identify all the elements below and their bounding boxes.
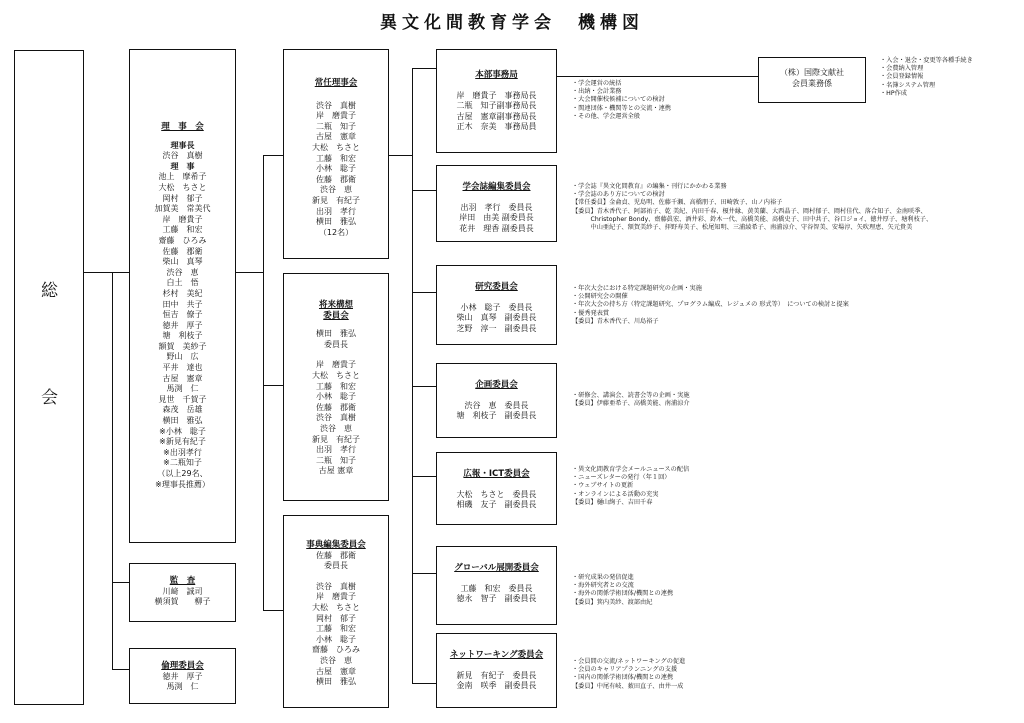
board-member: 徳井 厚子 xyxy=(162,320,203,330)
executive-member: 小林 聡子 xyxy=(316,164,356,174)
future-member: 大松 ちさと xyxy=(312,370,360,380)
committee-notes xyxy=(572,183,932,232)
committee-note: ・年次大会の持ち方（特定課題研究、プログラム編成、レジュメの 形式等） についての検討と提案 xyxy=(572,301,849,309)
executive-member: 横田 雅弘 xyxy=(316,217,356,227)
committee-note: 中山亜紀子、額賀美紗子、拝野寿美子、松尾知明、三浦綾希子、南浦涼介、守谷智美、安場淳、矢吹理恵、矢元貴美 xyxy=(572,224,913,232)
general-assembly-box xyxy=(14,50,84,705)
committee-note: 【委員】青木香代子、川島裕子 xyxy=(572,317,659,325)
encyclopedia-member: 岡村 郁子 xyxy=(316,613,356,623)
committee-note: ・ウェブサイトの更新 xyxy=(572,482,634,490)
future-member: 新見 有紀子 xyxy=(312,434,360,444)
committee-member: 岸 磨貴子 事務局長 xyxy=(456,90,537,100)
board-member: 古屋 憲章 xyxy=(162,373,203,383)
committee-note: ・関連団体・機関等との交流・連携 xyxy=(572,104,671,112)
board-member: 横田 雅弘 xyxy=(162,416,203,426)
committee-notes xyxy=(572,392,690,408)
executive-member: 新見 有紀子 xyxy=(312,195,360,205)
board-member: 森茂 岳雄 xyxy=(162,405,203,415)
ethics-member: 馬渕 仁 xyxy=(166,682,199,692)
board-member: 馬渕 仁 xyxy=(166,384,199,394)
future-member: 岸 磨貴子 xyxy=(316,360,356,370)
outsourcing-note: ・入会・退会・変更等各種手続き xyxy=(880,57,973,64)
future-member: 出羽 孝行 xyxy=(316,445,356,455)
encyclopedia-member-list xyxy=(312,582,360,688)
committee-note: ・年次大会における特定課題研究の企画・実施 xyxy=(572,285,702,292)
board-member: 柴山 真琴 xyxy=(162,257,203,267)
committee-member: 徳永 智子 副委員長 xyxy=(456,594,537,604)
executive-member: 二瓶 知子 xyxy=(316,121,356,131)
committee-member: 大松 ちさと 委員長 xyxy=(456,489,537,499)
committee-heading: ネットワーキング委員会 xyxy=(449,650,544,660)
board-member: 岸 磨貴子 xyxy=(162,214,203,224)
connector xyxy=(236,272,263,273)
connector xyxy=(557,76,758,77)
executive-member: 渋谷 恵 xyxy=(320,185,352,195)
board-member: 野山 広 xyxy=(166,352,199,362)
executive-member: 佐藤 郡衛 xyxy=(316,174,356,184)
committee-member: 新見 有紀子 委員長 xyxy=(456,670,537,680)
committee-member: 正木 奈美 事務局員 xyxy=(456,122,537,132)
committee-heading: 研究委員会 xyxy=(475,282,518,292)
future-member-list xyxy=(312,360,360,477)
future-member: 工藤 和宏 xyxy=(316,381,356,391)
outsourcing-office-box xyxy=(758,57,866,103)
outsourcing-note: ・名簿システム管理 xyxy=(880,81,936,89)
auditor-member: 横須賀 柳子 xyxy=(154,597,211,607)
committee-note: 【委員】中尾有岐、薮田直子、由井一成 xyxy=(572,682,684,690)
committee-notes xyxy=(572,80,671,121)
committee-heading: 広報・ICT委員会 xyxy=(463,469,530,479)
committee-note: ・会員間の交流/ネットワーキングの促進 xyxy=(572,658,686,665)
board-of-directors-box xyxy=(129,49,236,543)
auditor-heading: 監 査 xyxy=(169,576,196,586)
executive-member: （12名） xyxy=(318,227,354,237)
future-heading-1: 将来構想 xyxy=(318,300,353,310)
future-chair-role: 委員長 xyxy=(324,339,348,349)
committee-heading: 本部事務局 xyxy=(475,70,518,80)
committee-box xyxy=(436,49,557,153)
committee-member: 出羽 孝行 委員長 xyxy=(460,202,533,212)
board-member: 恒吉 僚子 xyxy=(162,310,203,320)
encyclopedia-member: 横田 雅弘 xyxy=(316,677,356,687)
board-member: 佐藤 郡衛 xyxy=(162,246,203,256)
chair-title: 理事長 xyxy=(170,140,195,150)
committee-member: 花井 理香 副委員長 xyxy=(459,223,534,233)
outsourcing-note: ・会費納入管理 xyxy=(880,65,924,73)
general-assembly-char-1: 総 xyxy=(41,281,58,301)
future-member: 佐藤 郡衛 xyxy=(316,402,356,412)
committee-member: 柴山 真琴 副委員長 xyxy=(456,313,537,323)
ethics-committee-box xyxy=(129,648,236,704)
committee-note: 【委員】青木香代子、阿部祐子、乾 美紀、内田千春、榎井縁、黄美蘭、大西晶子、岡村郁子、岡村佳代、落合知子、金南咲季、 xyxy=(572,207,927,215)
board-member: ※出羽孝行 xyxy=(163,447,202,457)
committee-heading: 企画委員会 xyxy=(475,380,518,390)
future-chair: 横田 雅弘 xyxy=(316,329,356,339)
committee-box xyxy=(436,452,557,525)
executive-board-heading: 常任理事会 xyxy=(314,78,358,88)
connector xyxy=(263,385,283,386)
board-member: 齋藤 ひろみ xyxy=(158,235,207,245)
page-title: 異文化間教育学会 機構図 xyxy=(380,13,644,33)
encyclopedia-member: 大松 ちさと xyxy=(312,602,360,612)
future-member: 渋谷 真樹 xyxy=(316,413,356,423)
outsourcing-notes xyxy=(880,57,973,98)
committee-note: ・学会誌のあり方についての検討 xyxy=(572,191,665,199)
committee-note: ・学会運営の統括 xyxy=(572,80,622,87)
committee-note: ・その他、学会運営全般 xyxy=(572,112,641,120)
encyclopedia-member: 渋谷 真樹 xyxy=(316,581,356,591)
executive-member: 岸 磨貴子 xyxy=(316,111,356,121)
committee-box xyxy=(436,633,557,708)
committee-member: 小林 聡子 委員長 xyxy=(460,302,533,312)
committee-note: ・オンラインによる活動の充実 xyxy=(572,490,659,498)
committee-note: ・海外研究者との交流 xyxy=(572,582,634,590)
committee-notes xyxy=(572,574,673,607)
ethics-member: 徳井 厚子 xyxy=(162,671,203,681)
committee-note: ・出納・会計業務 xyxy=(572,88,622,96)
committee-note: 【委員】箕内美紗、渡部由紀 xyxy=(572,598,653,606)
outsourcing-note: ・HP作成 xyxy=(880,89,907,97)
connector xyxy=(112,582,129,583)
committee-member: 塘 利枝子 副委員長 xyxy=(456,411,537,421)
executive-member-list xyxy=(312,101,360,239)
connector xyxy=(263,155,264,610)
connector xyxy=(389,155,412,156)
committee-member: 工藤 和宏 委員長 xyxy=(460,583,533,593)
encyclopedia-member: 古屋 憲章 xyxy=(316,666,356,676)
committee-note: ・会員のキャリアプランニングの支援 xyxy=(572,666,678,674)
committee-note: ・研修会、講演会、読書会等の企画・実施 xyxy=(572,392,690,399)
outsourcing-note: ・会員登録情報 xyxy=(880,73,924,81)
executive-board-box xyxy=(283,49,389,259)
board-member: ※小林 聡子 xyxy=(159,426,206,436)
chair-name: 渋谷 真樹 xyxy=(162,151,203,161)
committee-member: 芝野 淳一 副委員長 xyxy=(456,323,537,333)
board-heading: 理 事 会 xyxy=(161,122,204,132)
connector xyxy=(112,669,129,670)
committee-note: ・研究成果の発信促進 xyxy=(572,574,634,581)
committee-note: ・国内の関係学術団体/機関との連携 xyxy=(572,674,674,682)
board-member: 額賀 美紗子 xyxy=(158,341,207,351)
committee-member: 二瓶 知子副事務局長 xyxy=(456,101,537,111)
future-member: 二瓶 知子 xyxy=(316,455,356,465)
committee-note: ・異文化間教育学会メールニュースの配信 xyxy=(572,466,690,473)
encyclopedia-member: 岸 磨貴子 xyxy=(316,592,356,602)
future-member: 古屋 憲章 xyxy=(318,466,354,476)
executive-member: 工藤 和宏 xyxy=(316,153,356,163)
connector xyxy=(412,190,436,191)
committee-member: 相磯 友子 副委員長 xyxy=(456,500,537,510)
auditor-box xyxy=(129,563,236,622)
connector xyxy=(84,272,129,273)
encyclopedia-member: 工藤 和宏 xyxy=(316,624,356,634)
encyclopedia-member: 小林 聡子 xyxy=(316,634,356,644)
committee-note: ・公開研究会の開催 xyxy=(572,293,628,301)
board-member: 塘 利枝子 xyxy=(162,331,203,341)
connector xyxy=(412,683,436,684)
committee-heading: グローバル展開委員会 xyxy=(454,563,539,573)
future-member: 小林 聡子 xyxy=(316,392,356,402)
future-planning-committee-box xyxy=(283,273,389,501)
outsourcing-dept: 会員業務係 xyxy=(792,78,832,88)
committee-member: 渋谷 恵 委員長 xyxy=(464,400,529,410)
connector xyxy=(412,68,413,683)
committee-box xyxy=(436,546,557,625)
board-member: ※新見有紀子 xyxy=(159,437,206,447)
encyclopedia-member: 齋藤 ひろみ xyxy=(312,645,360,655)
committee-note: Christopher Bondy、齋藤眞宏、酒井彩、鈴木一代、高橋美能、髙橋史子、田中共子、谷口ジョイ、徳井厚子、塘利枝子、 xyxy=(572,215,933,223)
committee-note: ・海外の関係学術団体/機関との連携 xyxy=(572,590,674,598)
board-member: 池上 摩希子 xyxy=(158,172,207,182)
connector xyxy=(263,155,283,156)
committee-member: 古屋 憲章副事務局長 xyxy=(456,111,537,121)
ethics-heading: 倫理委員会 xyxy=(161,661,204,671)
encyclopedia-member: 渋谷 恵 xyxy=(320,655,352,665)
board-member: 杉村 美紀 xyxy=(162,288,203,298)
committee-note: 【委員】伊藤亜希子、高橋美能、南浦涼介 xyxy=(572,400,690,408)
encyclopedia-chair-role: 委員長 xyxy=(324,561,348,571)
members-title: 理 事 xyxy=(170,161,195,171)
committee-member: 金南 咲季 副委員長 xyxy=(456,681,537,691)
board-member: 加賀美 常美代 xyxy=(154,204,211,214)
committee-note: 【常任委員】金侖貞、児島明、佐藤千瀬、高橋朋子、田崎敦子、山ノ内裕子 xyxy=(572,199,783,207)
committee-note: 【委員】樋山絢子、吉田千春 xyxy=(572,498,653,506)
committee-box xyxy=(436,363,557,438)
encyclopedia-committee-box xyxy=(283,515,389,708)
connector xyxy=(412,292,436,293)
executive-member: 大松 ちさと xyxy=(312,142,360,152)
outsourcing-company: （株）国際文献社 xyxy=(780,68,844,77)
future-member: 渋谷 恵 xyxy=(320,423,352,433)
committee-note: ・ニューズレターの発行（年１回） xyxy=(572,474,671,482)
board-member: ※理事長推薦） xyxy=(155,479,210,489)
board-member: 大松 ちさと xyxy=(158,182,207,192)
board-member: 渋谷 恵 xyxy=(166,267,199,277)
committee-note: ・学会誌『異文化間教育』の編集・刊行にかかわる業務 xyxy=(572,183,727,190)
board-member: 工藤 和宏 xyxy=(162,225,203,235)
board-member: 岡村 郁子 xyxy=(162,193,203,203)
committee-heading: 学会誌編集委員会 xyxy=(462,182,531,192)
board-member: 見世 千賀子 xyxy=(158,394,207,404)
future-heading-2: 委員会 xyxy=(323,310,349,321)
connector xyxy=(112,272,113,669)
connector xyxy=(412,476,436,477)
encyclopedia-chair: 佐藤 郡衛 xyxy=(316,550,356,560)
connector xyxy=(412,386,436,387)
connector xyxy=(263,610,283,611)
board-member: （以上29名、 xyxy=(157,469,208,478)
committee-note: ・優秀発表賞 xyxy=(572,309,610,317)
committee-note: ・大会開催校候補についての検討 xyxy=(572,96,665,104)
executive-member: 古屋 憲章 xyxy=(316,132,356,142)
encyclopedia-heading: 事典編集委員会 xyxy=(306,540,366,550)
connector xyxy=(412,573,436,574)
committee-notes xyxy=(572,285,849,326)
committee-notes xyxy=(572,658,685,691)
board-member: 白土 悟 xyxy=(166,278,199,288)
executive-member: 出羽 孝行 xyxy=(316,206,356,216)
executive-member: 渋谷 真樹 xyxy=(316,100,356,110)
connector xyxy=(412,68,436,69)
committee-box xyxy=(436,265,557,345)
committee-member: 岸田 由美 副委員長 xyxy=(459,213,534,223)
board-member: ※二瓶知子 xyxy=(163,458,202,468)
committee-box xyxy=(436,165,557,242)
general-assembly-char-2: 会 xyxy=(41,388,58,408)
board-member-list xyxy=(155,172,211,490)
auditor-member: 川﨑 誠司 xyxy=(162,586,203,596)
committee-notes xyxy=(572,466,689,507)
board-member: 田中 共子 xyxy=(162,299,203,309)
board-member: 平井 達也 xyxy=(162,363,203,373)
